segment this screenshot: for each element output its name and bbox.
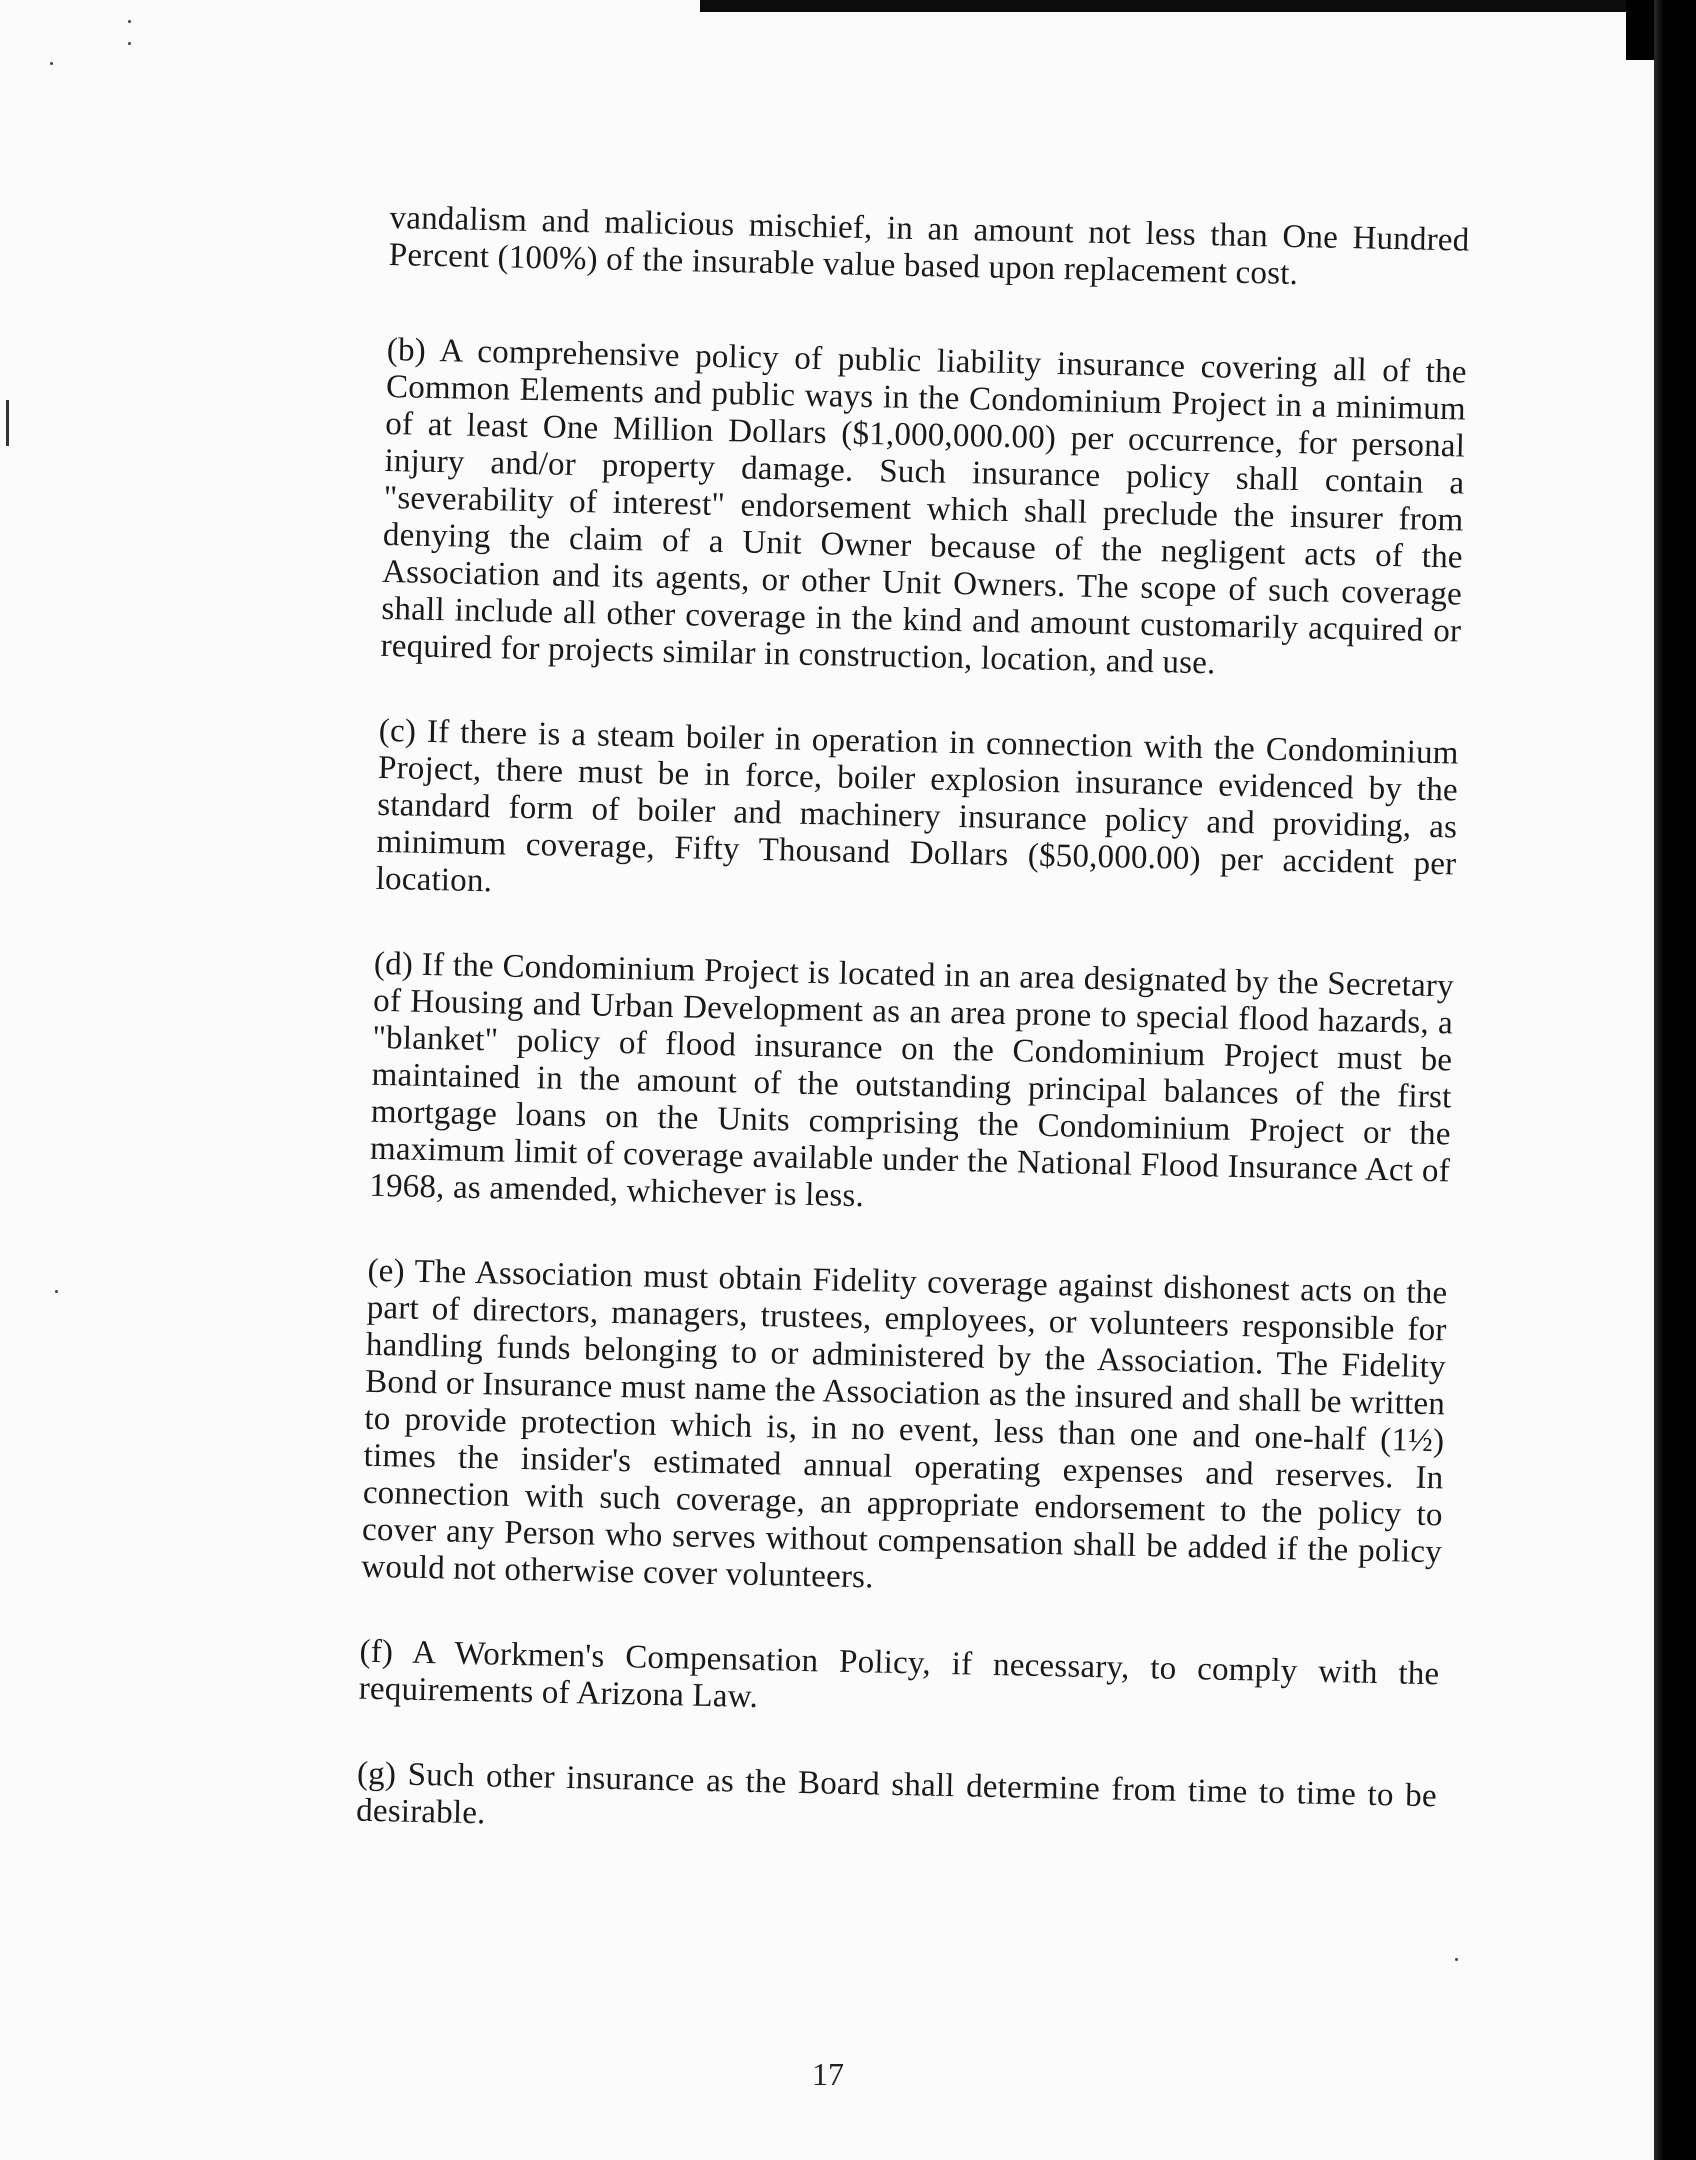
document-body <box>355 200 1470 1900</box>
scan-mark-left <box>6 400 9 446</box>
scan-edge-top <box>700 0 1696 12</box>
scan-speck <box>55 1290 58 1293</box>
paragraph-e: (e) The Association must obtain Fidelity coverage against dishonest acts on the part of directors, managers, trustees, employees, or volunteers responsible for handling funds belonging to or administered by the Association. The Fidelity Bond or Insurance must name the Association as the insured and shall be written to provide protection which is, in no event, less than one and one-half (1½) times the insider's estimated annual operating expenses and reserves. In connection with such coverage, an appropriate endorsement to the policy to cover any Person who serves without compensation shall be added if the policy would not otherwise cover volunteers. <box>360 1252 1448 1596</box>
paragraph-a-continuation: vandalism and malicious mischief, in an amount not less than One Hundred Percent (100%) of the insurable value based upon replacement cost. <box>388 200 1470 293</box>
scan-speck <box>128 20 131 23</box>
scan-speck <box>128 42 131 45</box>
paragraph-b: (b) A comprehensive policy of public liability insurance covering all of the Common Elements and public ways in the Condominium Project in a minimum of at least One Million Dollars ($1,000,000.00) per occurrence, for personal injury and/or property damage. Such insurance policy shall contain a "severability of interest" endorsement which shall preclude the insurer from denying the claim of a Unit Owner because of the negligent acts of the Association and its agents, or other Unit Owners. The scope of such coverage shall include all other coverage in the kind and amount customarily acquired or required for projects similar in construction, location, and use. <box>380 331 1467 682</box>
paragraph-g: (g) Such other insurance as the Board shall determine from time to time to be desirable. <box>355 1755 1438 1832</box>
scan-speck <box>50 62 53 65</box>
scan-speck <box>1455 1958 1458 1961</box>
paragraph-d: (d) If the Condominium Project is located in an area designated by the Secretary of Housing and Urban Development as an area prone to special flood hazards, a "blanket" policy of flood insurance on the Condominium Project must be maintained in the amount of the outstanding principal balances of the first mortgage loans on the Units comprising the Condominium Project or the maximum limit of coverage available under the National Flood Insurance Act of 1968, as amended, whichever is less. <box>368 945 1455 1215</box>
paragraph-f: (f) A Workmen's Compensation Policy, if necessary, to comply with the requirements of Arizona Law. <box>358 1633 1440 1716</box>
paragraph-c: (c) If there is a steam boiler in operation in connection with the Condominium Project, there must be in force, boiler explosion insurance evidenced by the standard form of boiler and machinery insurance policy and providing, as minimum coverage, Fifty Thousand Dollars ($50,000.00) per accident per location. <box>375 712 1460 900</box>
scan-edge-right <box>1654 0 1696 2160</box>
page-number: 17 <box>812 2056 844 2092</box>
